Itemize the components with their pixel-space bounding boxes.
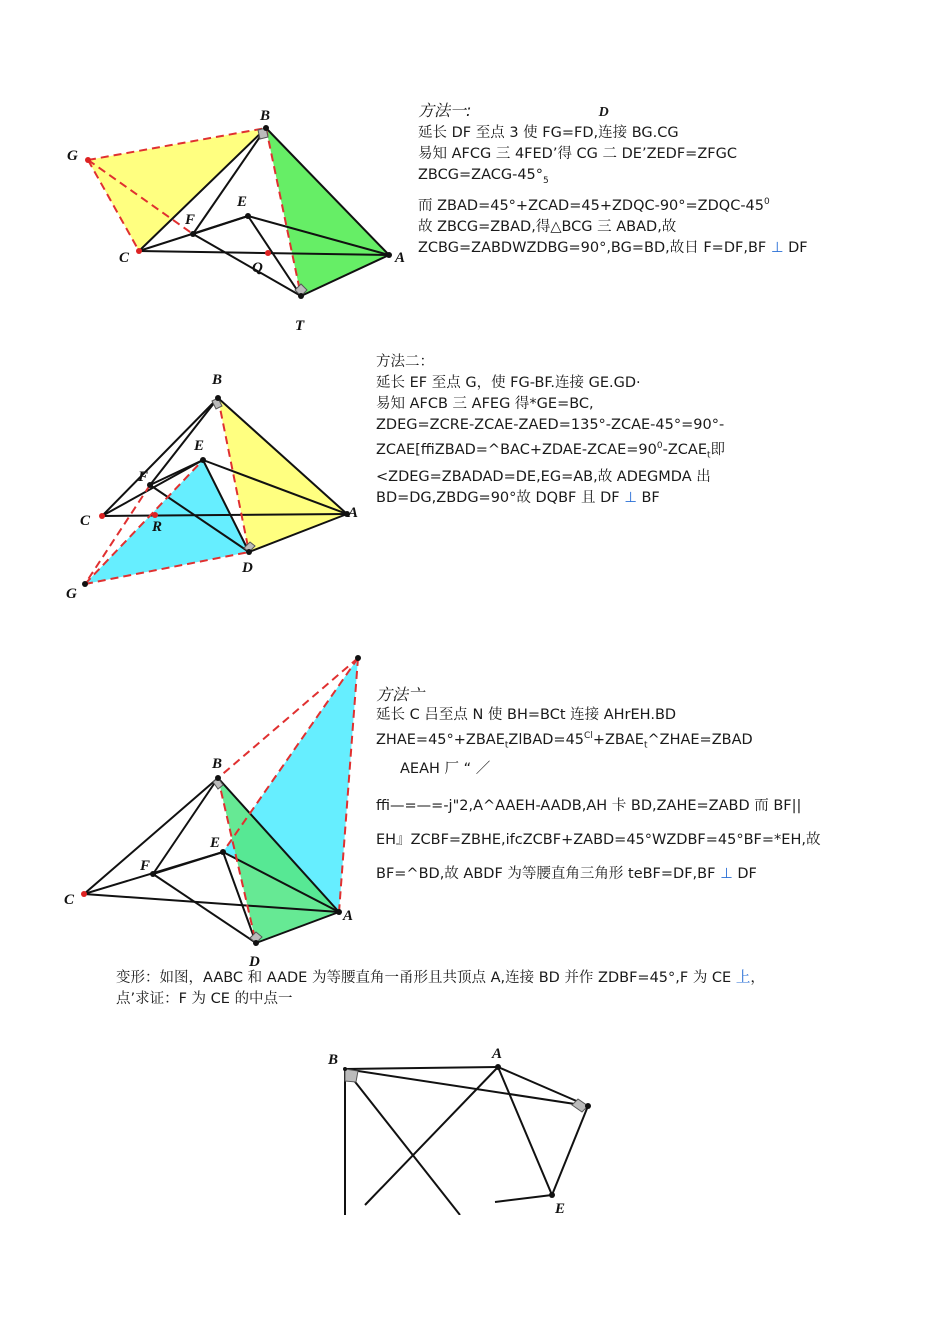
label-A: A: [343, 908, 354, 924]
figure-method-2: [60, 368, 360, 603]
method-1-line-6: ZCBG=ZABDWZDBG=90°,BG=BD,故日 F=DF,BF: [418, 239, 771, 256]
label-E: E: [210, 835, 221, 851]
label-R: R: [152, 519, 163, 535]
figure-method-3: [60, 648, 370, 968]
method-1-text: 方法一: D 延长 DF 至点 3 使 FG=FD,连接 BG.CG 易知 AFCG 三 4FED’得 CG 二 DE’ZEDF=ZFGC $ZBCG=ZACG-45^\circ_5$ 而 $ZBAD=45^\circ+ZCAD=45+ZDQC-90^\circ=ZDQC-45^0$ 故 ZBCG=ZBAD,得△BCG 三 ABAD,故 ZCBG=ZABDWZDBG=90°,BG=BD,故日 F=DF,BF ⊥ DF: [418, 101, 808, 256]
method-2-line-4: ZCAE[ffiZBAD=^BAC+ZDAE-ZCAE=90: [376, 441, 657, 458]
method-3-text: 方法亠 延长 C 吕至点 N 使 BH=BCt 连接 AHrEH.BD $ZHAE=45^\circ+ZBAE_tZlBAD=45^{Cl}+ZBAE_t\^{}ZHAE=ZBAD$ AEAH 厂 “ ／ ffi—=—=-j"2,A^AAEH-AADB,AH 卡 BD,ZAHE=ZABD 而 BF|| EH』ZCBF=ZBHE,ifcZCBF+ZABD=45°WZDBF=45°BF=*EH,故 BF=^BD,故 ABDF 为等腰直角三角形 teBF=DF,BF ⊥ DF: [376, 685, 821, 882]
method-2-line-6: BD=DG,ZBDG=90°故 DQBF 且 DF: [376, 489, 625, 506]
method-1-line-5: 故 ZBCG=ZBAD,得△BCG 三 ABAD,故: [418, 218, 677, 235]
label-B: B: [212, 372, 223, 388]
variant-line-1: 变形：如图，AABC 和 AADE 为等腰直角一甬形且共顶点 A,连接 BD 并作 ZDBF=45°,F 为 CE: [116, 970, 736, 986]
label-C: C: [64, 892, 75, 908]
label-C: C: [80, 513, 91, 529]
method-3-line-1: 延长 C 吕至点 N 使 BH=BCt 连接 AHrEH.BD: [376, 707, 677, 723]
figure-variant: [320, 1040, 620, 1215]
label-G: G: [67, 148, 78, 164]
label-B: B: [212, 756, 223, 772]
label-B: B: [260, 108, 271, 124]
perp-symbol: ⊥: [770, 239, 784, 256]
label-A: A: [348, 505, 359, 521]
method-1-line-4: 而 ZBAD=45°+ZCAD=45+ZDQC-90°=ZDQC-45: [418, 197, 765, 214]
method-2-line-5: <ZDEG=ZBADAD=DE,EG=AB,故 ADEGMDA 出: [376, 468, 711, 485]
method-3-line-4: ffi—=—=-j"2,A^AAEH-AADB,AH 卡 BD,ZAHE=ZABD 而 BF||: [376, 797, 802, 814]
method-1-heading: 方法一:: [418, 101, 472, 120]
method-3-line-5: EH』ZCBF=ZBHE,ifcZCBF+ZABD=45°WZDBF=45°BF=*EH,故: [376, 831, 821, 848]
method-3-line-3: AEAH 厂 “ ／: [400, 760, 491, 777]
label-F: F: [138, 469, 149, 485]
label-F: F: [140, 858, 151, 874]
method-1-line-2: 易知 AFCG 三 4FED’得 CG 二 DE’ZEDF=ZFGC: [418, 146, 737, 162]
label-E: E: [237, 194, 248, 210]
method-2-line-3: ZDEG=ZCRE-ZCAE-ZAED=135°-ZCAE-45°=90°-: [376, 417, 725, 433]
yellow-triangle: [88, 128, 266, 251]
label-E: E: [194, 438, 205, 454]
label-F: F: [185, 212, 196, 228]
label-D-top: D: [598, 105, 609, 120]
method-3-line-2: ZHAE=45°+ZBAE: [376, 731, 505, 748]
method-1-line-1: 延长 DF 至点 3 使 FG=FD,连接 BG.CG: [418, 125, 679, 141]
label-T: T: [295, 318, 305, 334]
label-C: C: [119, 250, 130, 266]
label-A: A: [492, 1046, 503, 1062]
label-D: D: [242, 560, 253, 576]
cyan-triangle: [85, 460, 249, 584]
label-A: A: [395, 250, 406, 266]
label-Q: Q: [252, 260, 263, 276]
label-E: E: [555, 1201, 566, 1215]
figure-method-1: [55, 100, 415, 335]
method-2-text: 方法二： 延长 EF 至点 G，使 FG-BF.连接 GE.GD· 易知 AFCB 三 AFEG 得*GE=BC, ZDEG=ZCRE-ZCAE-ZAED=135°-ZCAE-45°=90°- $ZCAE[ffiZBAD=\^{}BAC+ZDAE-ZCAE=90^0-ZCAE_t$即 <ZDEG=ZBADAD=DE,EG=AB,故 ADEGMDA 出 BD=DG,ZBDG=90°故 DQBF 且 DF ⊥ BF: [376, 354, 726, 506]
perp-symbol: ⊥: [720, 865, 733, 882]
method-2-line-1: 延长 EF 至点 G，使 FG-BF.连接 GE.GD·: [376, 375, 641, 391]
perp-symbol: ⊥: [624, 489, 637, 506]
variant-line-2: 点’求证：F 为 CE 的中点一: [116, 991, 293, 1007]
label-B: B: [328, 1052, 339, 1068]
method-2-heading: 方法二：: [376, 354, 434, 370]
label-D: D: [249, 954, 260, 968]
method-2-line-2: 易知 AFCB 三 AFEG 得*GE=BC,: [376, 396, 594, 412]
method-3-heading: 方法亠: [376, 685, 425, 704]
method-3-line-6: BF=^BD,故 ABDF 为等腰直角三角形 teBF=DF,BF: [376, 865, 721, 882]
label-G: G: [66, 586, 77, 602]
method-1-line-3: ZBCG=ZACG-45°: [418, 167, 544, 183]
variant-text: 变形：如图，AABC 和 AADE 为等腰直角一甬形且共顶点 A,连接 BD 并作 ZDBF=45°,F 为 CE 上， 点’求证：F 为 CE 的中点一: [116, 968, 765, 1010]
